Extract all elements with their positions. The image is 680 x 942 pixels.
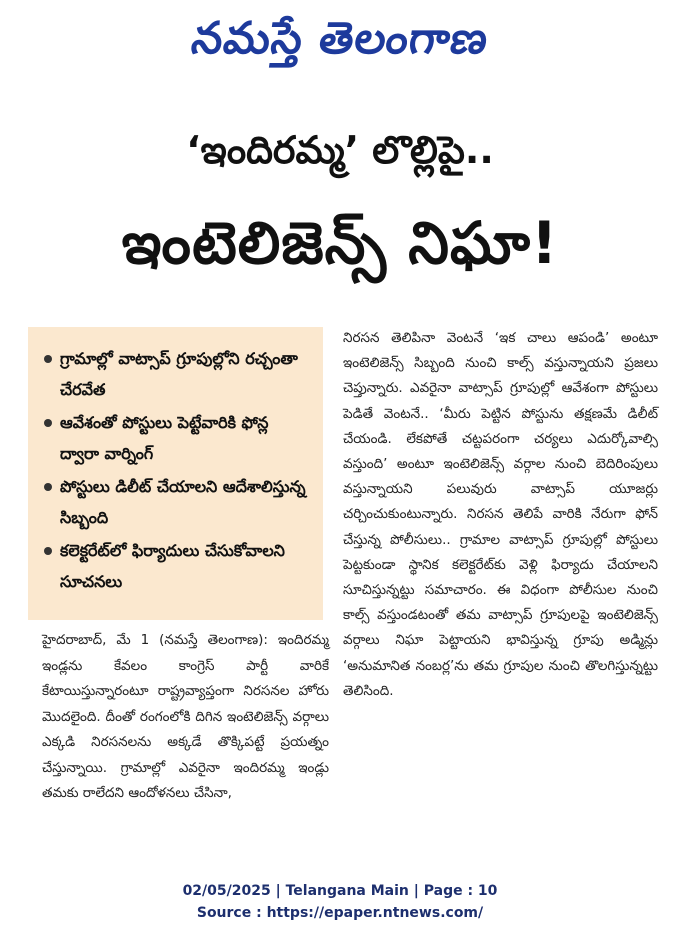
highlight-item (42, 535, 313, 597)
bullet-icon (44, 355, 52, 363)
article-paragraph: నిరసన తెలిపినా వెంటనే ‘ఇక చాలు ఆపండి’ అంటూ ఇంటెలిజెన్స్ సిబ్బంది నుంచి కాల్స్ వస్తున్నాయని ప్రజలు చెప్తున్నారు. ఎవరైనా వాట్సాప్ గ్రూపుల్లో ఆవేశంగా పోస్టులు పెడితే వెంటనే.. ‘మీరు పెట్టిన పోస్టును తక్షణమే డిలీట్ చేయండి. లేకపోతే చట్టపరంగా చర్యలు ఎదుర్కోవాల్సి వస్తుంది’ అంటూ ఇంటెలిజెన్స్ వర్గాల నుంచి బెదిరింపులు వస్తున్నాయని పలువురు వాట్సాప్ యూజర్లు చర్చించుకుంటున్నారు. నిరసన తెలిపే వారికి నేరుగా ఫోన్ చేస్తున్న పోలీసులు.. గ్రామాల వాట్సాప్ గ్రూపుల్లో పోస్టులు పెట్టకుండా స్థానిక కలెక్టరేట్‌కు వెళ్లి ఫిర్యాదు చేయాలని సూచిస్తున్నట్టు సమాచారం. ఈ విధంగా పోలీసుల నుంచి కాల్స్ వస్తుండటంతో తమ వాట్సాప్ గ్రూపులపై ఇంటెలిజెన్స్ వర్గాలు నిఘా పెట్టాయని భావిస్తున్న గ్రూపు అడ్మిన్లు ‘అనుమానిత నంబర్ల’ను తమ గ్రూపుల నుంచి తొలగిస్తున్నట్టు తెలిసింది. (343, 330, 658, 699)
source-link[interactable]: Source : https://epaper.ntnews.com/ (196, 905, 484, 921)
highlights-list (42, 343, 313, 597)
bullet-icon (44, 483, 52, 491)
bullet-icon (44, 547, 52, 555)
headline-main: ఇంటెలిజెన్స్ నిఘా! (121, 209, 559, 277)
highlight-text: కలెక్టరేట్‌లో ఫిర్యాదులు చేసుకోవాలని సూచనలు (60, 541, 285, 591)
article-column-left (42, 628, 329, 807)
edition-info: 02/05/2025 | Telangana Main | Page : 10 (182, 883, 498, 899)
newspaper-masthead (0, 6, 680, 72)
bullet-icon (44, 419, 52, 427)
highlights-box (28, 327, 323, 620)
masthead-logo: నమస్తే తెలంగాణ (188, 13, 492, 64)
highlight-item (42, 471, 313, 533)
highlight-text: గ్రామాల్లో వాట్సాప్ గ్రూపుల్లోని రచ్చంతా చేరవేత (60, 349, 298, 399)
article-paragraph: హైదరాబాద్, మే 1 (నమస్తే తెలంగాణ): ఇందిరమ్మ ఇండ్లను కేవలం కాంగ్రెస్ పార్టీ వారికే కేటాయిస్తున్నారంటూ రాష్ట్రవ్యాప్తంగా నిరసనల హోరు మొదలైంది. దీంతో రంగంలోకి దిగిన ఇంటెలిజెన్స్ వర్గాలు ఎక్కడి నిరసనలను అక్కడే తొక్కిపట్టే ప్రయత్నం చేస్తున్నాయి. గ్రామాల్లో ఎవరైనా ఇందిరమ్మ ఇండ్లు తమకు రాలేదని ఆందోళనలు చేసినా, (42, 632, 329, 801)
headline-kicker: ‘ఇందిరమ్మ’ లొల్లిపై.. (186, 128, 494, 172)
highlight-text: పోస్టులు డిలీట్ చేయాలని ఆదేశాలిస్తున్న సిబ్బంది (60, 477, 306, 527)
page-footer (0, 880, 680, 924)
highlight-text: ఆవేశంతో పోస్టులు పెట్టేవారికి ఫోన్ల ద్వారా వార్నింగ్ (60, 413, 269, 463)
highlight-item (42, 343, 313, 405)
article-column-right (343, 326, 658, 704)
highlight-item (42, 407, 313, 469)
